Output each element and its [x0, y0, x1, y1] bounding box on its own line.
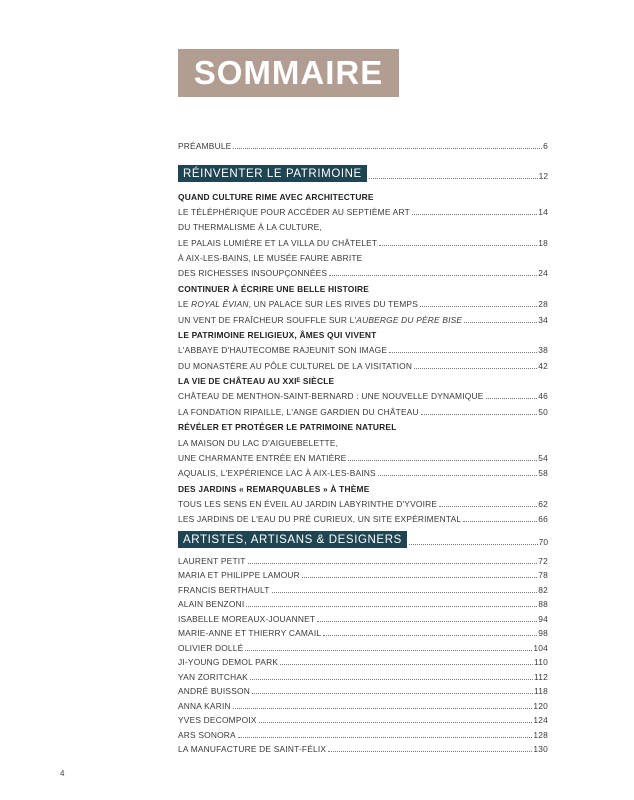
toc-entry[interactable]: [178, 268, 548, 279]
toc-entry-label: ANNA KARIN: [178, 700, 231, 711]
toc-entry[interactable]: [178, 453, 548, 464]
toc-entry-page: 130: [533, 744, 548, 755]
toc-entry-label: LE PATRIMOINE RELIGIEUX, ÂMES QUI VIVENT: [178, 329, 377, 340]
table-of-contents: [178, 0, 548, 800]
toc-entry-label: AQUALIS, L'EXPÉRIENCE LAC À AIX-LES-BAINS: [178, 468, 376, 479]
leader-dots: [233, 707, 533, 709]
section-heading-2[interactable]: [178, 531, 548, 548]
toc-entry[interactable]: [178, 345, 548, 356]
leader-dots: [248, 562, 538, 564]
toc-entry-artist[interactable]: [178, 686, 548, 697]
leader-dots: [414, 367, 537, 369]
toc-entry-label: PRÉAMBULE: [178, 141, 232, 151]
toc-entry-artist[interactable]: [178, 744, 548, 755]
toc-entry-page: 50: [538, 406, 548, 417]
toc-entry-page: 54: [538, 452, 548, 463]
toc-entry[interactable]: [178, 391, 548, 402]
toc-entry-label: ALAIN BENZONI: [178, 599, 245, 610]
leader-dots: [486, 397, 538, 399]
section-label: ARTISTES, ARTISANS & DESIGNERS: [178, 531, 407, 548]
leader-dots: [252, 692, 533, 694]
leader-dots: [280, 663, 533, 665]
toc-entry-artist[interactable]: [178, 643, 548, 654]
toc-entry-page: 62: [538, 499, 548, 510]
toc-entry-page: 94: [538, 613, 548, 624]
toc-entry-label: ISABELLE MOREAUX-JOUANNET: [178, 613, 316, 624]
section-page: 70: [538, 537, 548, 547]
toc-entry-label: LA MANUFACTURE DE SAINT-FÉLIX: [178, 744, 327, 755]
toc-entry-page: 72: [538, 556, 548, 566]
toc-entry-label: LE PALAIS LUMIÈRE ET LA VILLA DU CHÂTELET: [178, 237, 378, 248]
toc-entry-page: 6: [543, 141, 548, 151]
toc-subheading: [178, 284, 548, 295]
toc-subheading: [178, 484, 548, 495]
toc-entry-label: LA MAISON DU LAC D'AIGUEBELETTE,: [178, 437, 339, 448]
toc-entry-artist[interactable]: [178, 701, 548, 712]
toc-entry-page: 120: [533, 700, 548, 711]
toc-entry-label: MARIA ET PHILIPPE LAMOUR: [178, 570, 300, 581]
toc-entry-page: 82: [538, 584, 548, 595]
toc-entry-page: 98: [538, 628, 548, 639]
toc-entry-page: 28: [538, 299, 548, 310]
toc-entry-artist[interactable]: [178, 599, 548, 610]
leader-dots: [421, 413, 538, 415]
toc-entry-label: TOUS LES SENS EN ÉVEIL AU JARDIN LABYRINTHE D'YVOIRE: [178, 499, 438, 510]
leader-dots: [238, 736, 533, 738]
leader-dots: [369, 178, 538, 179]
section-page: 12: [538, 171, 548, 181]
toc-entry-page: 38: [538, 345, 548, 356]
toc-entry[interactable]: [178, 238, 548, 249]
leader-dots: [246, 605, 537, 607]
toc-entry-artist[interactable]: [178, 715, 548, 726]
toc-entry-label: UNE CHARMANTE ENTRÉE EN MATIÈRE: [178, 452, 347, 463]
toc-entry-label: FRANCIS BERTHAULT: [178, 584, 270, 595]
leader-dots: [250, 678, 533, 680]
section-label: RÉINVENTER LE PATRIMOINE: [178, 165, 367, 182]
toc-entry-label: QUAND CULTURE RIME AVEC ARCHITECTURE: [178, 191, 374, 202]
toc-entry-page: 66: [538, 514, 548, 525]
toc-subheading: [178, 192, 548, 203]
toc-entry-label: DES JARDINS « REMARQUABLES » À THÈME: [178, 483, 370, 494]
toc-entry-label: DU MONASTÈRE AU PÔLE CULTUREL DE LA VISITATION: [178, 360, 413, 371]
toc-entry-artist[interactable]: [178, 570, 548, 581]
page-title: SOMMAIRE: [193, 54, 384, 91]
leader-dots: [323, 634, 537, 636]
toc-entry-continued: [178, 438, 548, 449]
toc-entry-label: LA FONDATION RIPAILLE, L'ANGE GARDIEN DU CHÂTEAU: [178, 406, 419, 417]
toc-entry-label: ANDRÉ BUISSON: [178, 686, 250, 697]
toc-entry-page: 34: [538, 314, 548, 325]
leader-dots: [233, 147, 542, 149]
toc-subheading: [178, 422, 548, 433]
toc-entry-label: LE ROYAL ÉVIAN, UN PALACE SUR LES RIVES DU TEMPS: [178, 299, 419, 310]
leader-dots: [420, 305, 537, 307]
toc-entry-label: YVES DECOMPOIX: [178, 715, 257, 726]
toc-entry-continued: [178, 222, 548, 233]
toc-entry-label: OLIVIER DOLLÉ: [178, 642, 244, 653]
toc-entry-label: CONTINUER À ÉCRIRE UNE BELLE HISTOIRE: [178, 283, 370, 294]
toc-entry-page: 58: [538, 468, 548, 479]
leader-dots: [412, 213, 537, 215]
toc-entry-page: 118: [534, 686, 548, 697]
toc-entry-label: LE TÉLÉPHÉRIQUE POUR ACCÉDER AU SEPTIÈME ART: [178, 206, 410, 217]
toc-entry-label: ARS SONORA: [178, 729, 236, 740]
leader-dots: [439, 505, 537, 507]
toc-entry-page: 78: [538, 570, 548, 581]
leader-dots: [302, 576, 537, 578]
toc-subheading: [178, 376, 548, 387]
toc-entry-label: RÉVÉLER ET PROTÉGER LE PATRIMOINE NATUREL: [178, 422, 397, 433]
leader-dots: [328, 750, 532, 752]
toc-entry-page: 112: [534, 671, 548, 682]
toc-entry[interactable]: [178, 299, 548, 310]
toc-entry-page: 14: [538, 206, 548, 217]
toc-entry[interactable]: [178, 407, 548, 418]
toc-entry-label: JI-YOUNG DEMOL PARK: [178, 657, 279, 668]
toc-entry[interactable]: [178, 499, 548, 510]
toc-entry-page: 46: [538, 391, 548, 402]
toc-entry-label: LES JARDINS DE L'EAU DU PRÉ CURIEUX, UN SITE EXPÉRIMENTAL: [178, 514, 462, 525]
toc-entry-label: UN VENT DE FRAÎCHEUR SOUFFLE SUR L'AUBERGE DU PÈRE BISE: [178, 314, 463, 325]
leader-dots: [245, 649, 532, 651]
toc-entry-page: 24: [538, 268, 548, 279]
leader-dots: [389, 351, 537, 353]
toc-entry-artist[interactable]: [178, 614, 548, 625]
toc-entry-label: DES RICHESSES INSOUPÇONNÉES: [178, 268, 328, 279]
leader-dots: [317, 620, 537, 622]
leader-dots: [259, 721, 533, 723]
toc-entry[interactable]: [178, 207, 548, 218]
toc-entry-page: 18: [538, 237, 548, 248]
toc-entry-artist[interactable]: [178, 628, 548, 639]
leader-dots: [329, 274, 537, 276]
toc-entry-preamble[interactable]: [178, 141, 548, 152]
toc-entry-label: DU THERMALISME À LA CULTURE,: [178, 222, 322, 233]
toc-entry-page: 88: [538, 599, 548, 610]
leader-dots: [272, 591, 538, 593]
toc-entry-artist[interactable]: [178, 672, 548, 683]
leader-dots: [348, 459, 537, 461]
leader-dots: [379, 244, 537, 246]
toc-entry-label: L'ABBAYE D'HAUTECOMBE RAJEUNIT SON IMAGE: [178, 345, 388, 356]
toc-entry-page: 124: [533, 715, 548, 726]
toc-entry-page: 104: [533, 642, 548, 653]
toc-entry[interactable]: [178, 514, 548, 525]
toc-entry-page: 42: [538, 360, 548, 371]
toc-entry-label: MARIE-ANNE ET THIERRY CAMAIL: [178, 628, 322, 639]
toc-entry-page: 128: [533, 729, 548, 740]
toc-entry-artist[interactable]: [178, 556, 548, 567]
toc-entry-continued: [178, 253, 548, 264]
leader-dots: [464, 321, 537, 323]
section-heading-1[interactable]: [178, 165, 548, 182]
toc-entry-label: CHÂTEAU DE MENTHON-SAINT-BERNARD : UNE NOUVELLE DYNAMIQUE: [178, 391, 484, 402]
folio-page-number: 4: [60, 769, 65, 778]
toc-entry-label: LA VIE DE CHÂTEAU AU XXIᴱ SIÈCLE: [178, 376, 335, 387]
toc-entry-label: À AIX-LES-BAINS, LE MUSÉE FAURE ABRITE: [178, 253, 363, 264]
toc-entry[interactable]: [178, 361, 548, 372]
toc-entry[interactable]: [178, 315, 548, 326]
toc-entry-artist[interactable]: [178, 657, 548, 668]
leader-dots: [463, 520, 537, 522]
toc-entry[interactable]: [178, 468, 548, 479]
toc-entry-artist[interactable]: [178, 585, 548, 596]
toc-entry-artist[interactable]: [178, 730, 548, 741]
leader-dots: [378, 474, 537, 476]
toc-subheading: [178, 330, 548, 341]
leader-dots: [409, 544, 538, 545]
toc-entry-page: 110: [534, 657, 548, 668]
toc-entry-label: YAN ZORITCHAK: [178, 671, 248, 682]
toc-entry-label: LAURENT PETIT: [178, 556, 246, 566]
